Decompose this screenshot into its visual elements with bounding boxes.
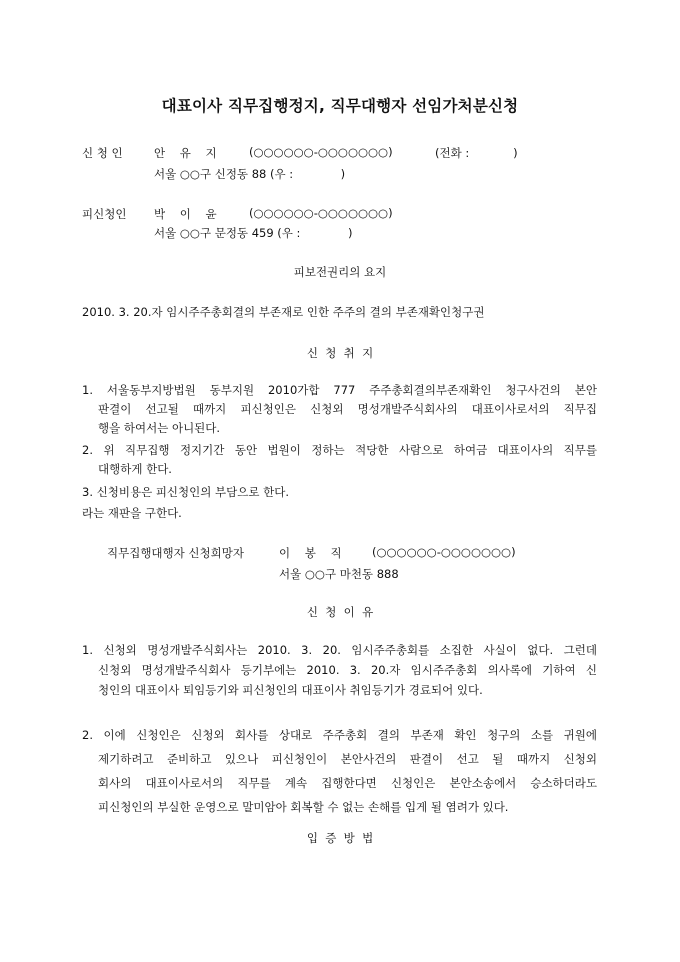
respondent-rrn: (○○○○○○-○○○○○○○)	[249, 206, 393, 220]
respondent-address: 서울 ○○구 문정동 459 (우 : )	[154, 226, 353, 240]
applicant-name: 안 유 지	[154, 146, 217, 160]
reasons-item-1	[82, 640, 597, 700]
purpose-item-2-line-1: 2. 위 직무집행 정지기간 동안 법원이 정하는 적당한 사람으로 하여금 대표이사의 직무를	[82, 443, 597, 457]
purpose-item-1	[82, 381, 597, 438]
purpose-item-1-line-1: 1. 서울동부지방법원 동부지원 2010가합 777 주주총회결의부존재확인 청구사건의 본안	[82, 383, 597, 397]
applicant-phone: (전화 : )	[435, 146, 518, 160]
evidence-heading: 입 증 방 법	[306, 831, 374, 845]
applicant-rrn: (○○○○○○-○○○○○○○)	[249, 145, 393, 159]
purpose-item-2	[82, 441, 597, 479]
reasons-item-2-line-3: 회사의 대표이사로서의 직무를 계속 집행한다면 신청인은 본안소송에서 승소하더라도	[98, 776, 597, 790]
purpose-item-1-line-3: 행을 하여서는 아니된다.	[98, 421, 221, 435]
purpose-item-2-line-2: 대행하게 한다.	[98, 462, 172, 476]
reasons-item-1-line-3: 청인의 대표이사 퇴임등기와 피신청인의 대표이사 취임등기가 경료되어 있다.	[98, 683, 483, 697]
proxy-rrn: (○○○○○○-○○○○○○○)	[372, 545, 516, 559]
protected-right-heading: 피보전권리의 요지	[293, 265, 387, 279]
proxy-address: 서울 ○○구 마천동 888	[279, 567, 399, 581]
purpose-item-1-line-2: 판결이 선고될 때까지 피신청인은 신청외 명성개발주식회사의 대표이사로서의 직무집	[98, 402, 597, 416]
reasons-item-1-line-2: 신청외 명성개발주식회사 등기부에는 2010. 3. 20.자 임시주주총회 의사록에 기하여 신	[98, 663, 597, 677]
reasons-item-2-line-1: 2. 이에 신청인은 신청외 회사를 상대로 주주총회 결의 부존재 확인 청구의 소를 귀원에	[82, 728, 597, 742]
applicant-address: 서울 ○○구 신정동 88 (우 : )	[154, 167, 346, 181]
purpose-item-3: 3. 신청비용은 피신청인의 부담으로 한다.	[82, 485, 289, 499]
applicant-label: 신 청 인	[82, 146, 123, 160]
reasons-item-2-line-2: 제기하려고 준비하고 있으나 피신청인이 본안사건의 판결이 선고 될 때까지 신청외	[98, 752, 597, 766]
reasons-item-2-line-4: 피신청인의 부실한 운영으로 말미암아 회복할 수 없는 손해를 입게 될 염려가 있다.	[98, 800, 509, 814]
proxy-label: 직무집행대행자 신청희망자	[107, 546, 244, 560]
protected-right-text: 2010. 3. 20.자 임시주주총회결의 부존재로 인한 주주의 결의 부존재확인청구권	[82, 305, 485, 319]
respondent-label: 피신청인	[82, 207, 127, 221]
purpose-heading: 신 청 취 지	[306, 346, 374, 360]
purpose-closing: 라는 재판을 구한다.	[82, 506, 182, 520]
proxy-name: 이 봉 직	[279, 546, 342, 560]
reasons-item-2	[82, 723, 597, 819]
respondent-name: 박 이 윤	[154, 207, 217, 221]
document-title: 대표이사 직무집행정지, 직무대행자 선임가처분신청	[161, 97, 519, 115]
reasons-heading: 신 청 이 유	[306, 605, 374, 619]
reasons-item-1-line-1: 1. 신청외 명성개발주식회사는 2010. 3. 20. 임시주주총회를 소집한 사실이 없다. 그런데	[82, 643, 597, 657]
